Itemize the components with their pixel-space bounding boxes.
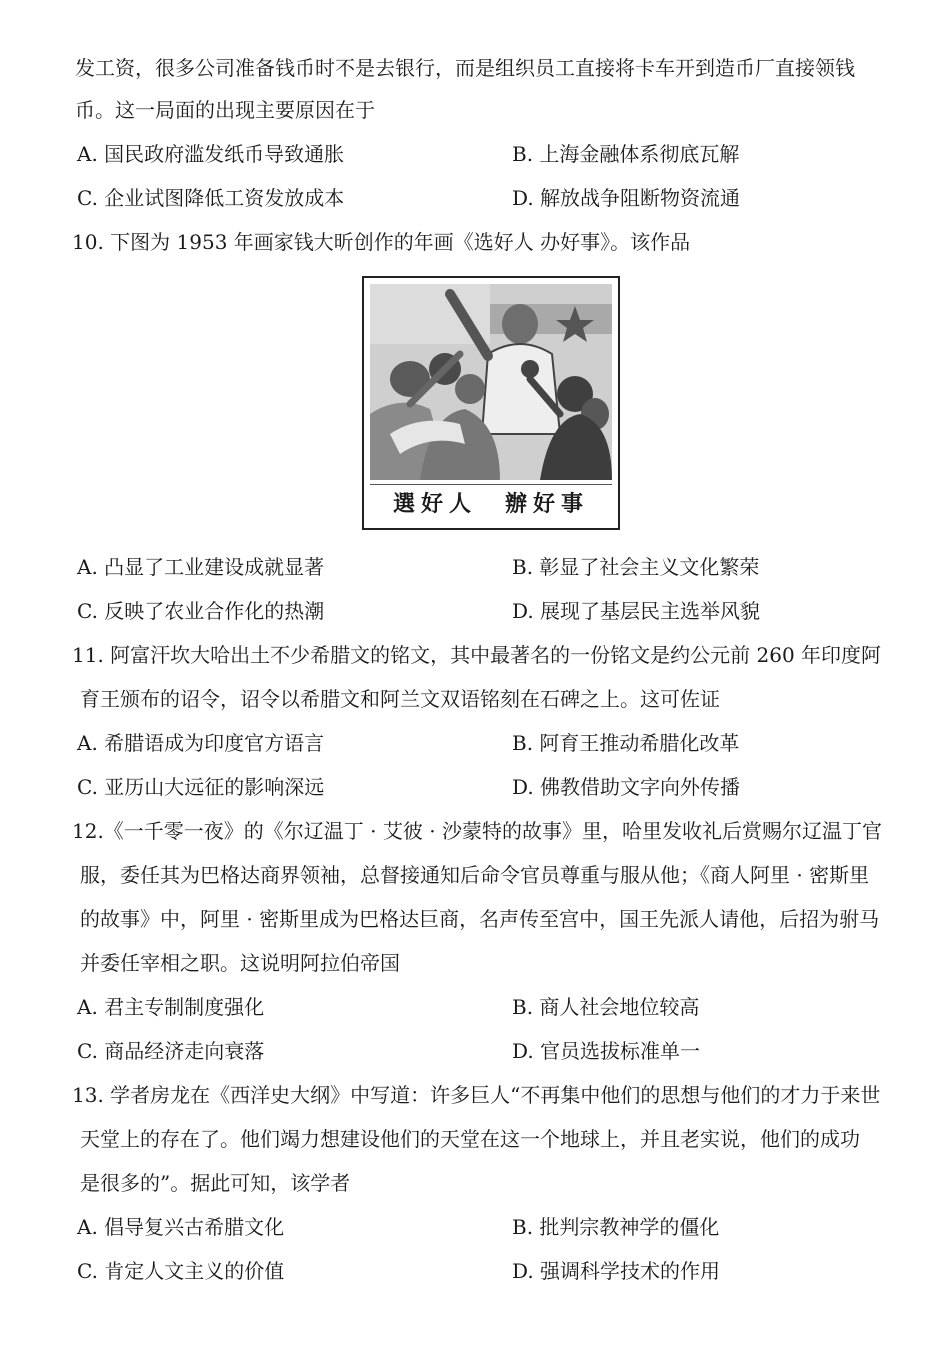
q12-stem-line-1: 12.《一千零一夜》的《尔辽温丁 · 艾彼 · 沙蒙特的故事》里，哈里发收礼后赏赐尔辽温丁官 [72, 819, 882, 843]
q10-option-b[interactable]: B. 彰显了社会主义文化繁荣 [512, 555, 760, 579]
q9-stem-line-1: 发工资，很多公司准备钱币时不是去银行，而是组织员工直接将卡车开到造币厂直接领钱 [75, 56, 855, 80]
q12-stem-line-4: 并委任宰相之职。这说明阿拉伯帝国 [80, 951, 400, 975]
q12-stem-line-2: 服，委任其为巴格达商界领袖，总督接通知后命令官员尊重与服从他；《商人阿里 · 密斯里 [80, 863, 870, 887]
q12-option-b[interactable]: B. 商人社会地位较高 [512, 995, 700, 1019]
q13-stem-line-2: 天堂上的存在了。他们竭力想建设他们的天堂在这一个地球上，并且老实说，他们的成功 [80, 1127, 860, 1151]
q12-option-a[interactable]: A. 君主专制制度强化 [77, 995, 265, 1019]
q11-stem-line-2: 育王颁布的诏令，诏令以希腊文和阿兰文双语铭刻在石碑之上。这可佐证 [80, 687, 720, 711]
q10-stem: 10. 下图为 1953 年画家钱大昕创作的年画《选好人 办好事》。该作品 [72, 230, 691, 254]
q13-option-d[interactable]: D. 强调科学技术的作用 [512, 1259, 721, 1283]
q11-option-c[interactable]: C. 亚历山大远征的影响深远 [77, 775, 325, 799]
q11-option-b[interactable]: B. 阿育王推动希腊化改革 [512, 731, 740, 755]
q9-option-d[interactable]: D. 解放战争阻断物资流通 [512, 186, 741, 210]
figure-caption: 選好人 辦好事 [370, 484, 612, 523]
q9-stem-line-2: 币。这一局面的出现主要原因在于 [75, 98, 375, 122]
q11-option-d[interactable]: D. 佛教借助文字向外传播 [512, 775, 741, 799]
q9-option-b[interactable]: B. 上海金融体系彻底瓦解 [512, 142, 740, 166]
q11-option-a[interactable]: A. 希腊语成为印度官方语言 [77, 731, 325, 755]
q12-stem-line-3: 的故事》中，阿里 · 密斯里成为巴格达巨商，名声传至宫中，国王先派人请他，后招为驸马 [80, 907, 880, 931]
q9-option-a[interactable]: A. 国民政府滥发纸币导致通胀 [77, 142, 345, 166]
new-year-painting-figure [362, 276, 620, 530]
q10-option-a[interactable]: A. 凸显了工业建设成就显著 [77, 555, 325, 579]
q13-option-a[interactable]: A. 倡导复兴古希腊文化 [77, 1215, 285, 1239]
q13-stem-line-1: 13. 学者房龙在《西洋史大纲》中写道：许多巨人“不再集中他们的思想与他们的才力于来世 [72, 1083, 881, 1107]
q12-option-c[interactable]: C. 商品经济走向衰落 [77, 1039, 265, 1063]
q13-option-c[interactable]: C. 肯定人文主义的价值 [77, 1259, 285, 1283]
q13-stem-line-3: 是很多的”。据此可知，该学者 [80, 1171, 351, 1195]
q10-option-c[interactable]: C. 反映了农业合作化的热潮 [77, 599, 325, 623]
q9-option-c[interactable]: C. 企业试图降低工资发放成本 [77, 186, 345, 210]
q12-option-d[interactable]: D. 官员选拔标准单一 [512, 1039, 701, 1063]
q11-stem-line-1: 11. 阿富汗坎大哈出土不少希腊文的铭文，其中最著名的一份铭文是约公元前 260 年印度阿 [72, 643, 882, 667]
q13-option-b[interactable]: B. 批判宗教神学的僵化 [512, 1215, 720, 1239]
crowd-celebration-illustration [370, 284, 612, 480]
q10-option-d[interactable]: D. 展现了基层民主选举风貌 [512, 599, 761, 623]
